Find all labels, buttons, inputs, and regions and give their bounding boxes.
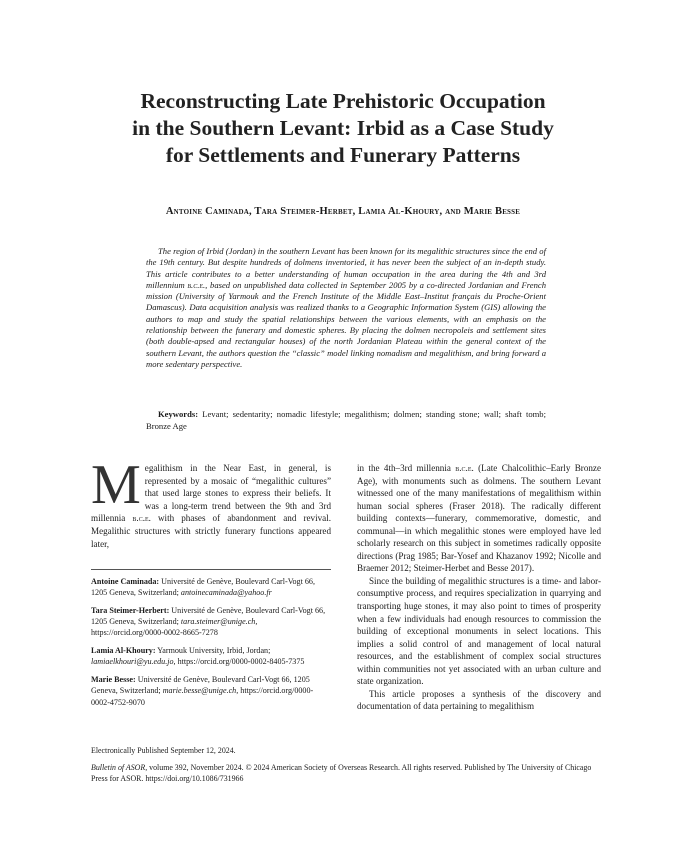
- abstract-paragraph: [146, 246, 546, 370]
- affiliation-address: Université de Genève, Boulevard Carl-Vogt 66, 1205 Geneva, Switzerland;: [91, 674, 310, 696]
- affiliation-item: [91, 605, 331, 639]
- abstract: [146, 246, 546, 370]
- keywords-text: Levant; sedentarity; nomadic lifestyle; megalithism; dolmen; standing stone; wall; shaft tomb; Bronze Age: [146, 409, 546, 432]
- affiliation-orcid[interactable]: , https://orcid.org/0000-0002-4752-9070: [91, 686, 314, 707]
- body-paragraph: [357, 462, 601, 575]
- affiliation-orcid[interactable]: , https://orcid.org/0000-0002-8405-7375: [173, 657, 305, 667]
- body-paragraph: Since the building of megalithic structures is a time- and labor-consumptive process, and requires specialization in quarrying and transporting huge stones, it may also point to times of prosperity when a few individuals had enough resources to commission the building of exceptional monuments in select locations. This implies a solid control of and management of local natural resources, and the establishment of complex social structures within communities not yet associated with an urban culture and state organization.: [357, 575, 601, 687]
- citation-line: [91, 762, 601, 784]
- author-affiliations: [91, 576, 331, 714]
- affiliation-name: Marie Besse:: [91, 674, 136, 684]
- keywords-paragraph: [146, 408, 546, 432]
- affiliation-email[interactable]: antoinecaminada@yahoo.fr: [180, 588, 272, 598]
- intro-text-2: with phases of abandonment and revival. Megalithic structures with strictly funerary functions appeared later,: [91, 513, 331, 549]
- affiliation-name: Tara Steimer-Herbert:: [91, 605, 170, 615]
- abstract-era: b.c.e.: [187, 279, 206, 290]
- article-title: [60, 88, 626, 169]
- body-paragraph: This article proposes a synthesis of the discovery and documentation of data pertaining to megalithism: [357, 688, 601, 712]
- abstract-text-1: The region of Irbid (Jordan) in the southern Levant has been known for its megalithic structures since the end of the 19th century. But despite hundreds of dolmens inventoried, it has never been the subject of an in-depth study. This article contributes to a better understanding of human occupation in the area during the 4th and 3rd millennium: [146, 246, 546, 290]
- affiliation-email[interactable]: tara.steimer@unige.ch: [180, 617, 256, 627]
- intro-text-1: egalithism in the Near East, in general, is represented by a mosaic of “megalithic cultures” that used large stones to express their beliefs. It was a long-term trend between the 9th and 3rd millennia: [91, 463, 331, 524]
- journal-name: Bulletin of ASOR: [91, 763, 146, 772]
- publication-date: Electronically Published September 12, 2024.: [91, 746, 236, 755]
- intro-paragraph: [91, 454, 331, 550]
- body-text: in the 4th–3rd millennia: [357, 463, 456, 473]
- affiliation-address: Université de Genève, Boulevard Carl-Vogt 66, 1205 Geneva, Switzerland;: [91, 605, 326, 627]
- title-line-3: for Settlements and Funerary Patterns: [165, 143, 521, 167]
- affiliation-orcid[interactable]: , https://orcid.org/0000-0002-8665-7278: [91, 617, 258, 638]
- drop-cap: M: [91, 454, 141, 516]
- abstract-text-2: , based on unpublished data collected in September 2005 by a co-directed Jordanian and French mission (University of Yarmouk and the French Institute of the Middle East–Institut français du Proche-Orient Damascus). Data acquisition analysis was realized thanks to a Geographic Information System (GIS) allowing the authors to map and study the spatial relationships between the various elements, with an emphasis on the relationship between the funerary and domestic spheres. By placing the dolmen necropoleis and settlement sites (both double-apsed and rectangular houses) of the north Jordanian Plateau within the general context of the southern Levant, the authors question the “classic” model linking nomadism and megalithism, and bring forward a more sedentary perspective.: [146, 279, 546, 369]
- keywords-label: Keywords:: [158, 409, 199, 419]
- body-column-right: [357, 462, 601, 713]
- body-column-left: [91, 454, 331, 550]
- affiliation-email[interactable]: lamiaelkhouri@yu.edu.jo: [91, 657, 174, 667]
- affiliation-name: Antoine Caminada:: [91, 577, 160, 586]
- affiliation-name: Lamia Al-Khoury:: [91, 646, 156, 656]
- body-era: b.c.e.: [455, 463, 474, 473]
- affiliation-address: Yarmouk University, Irbid, Jordan;: [155, 646, 271, 656]
- footnote-divider: [91, 569, 331, 570]
- intro-era: b.c.e.: [132, 513, 151, 524]
- title-line-1: Reconstructing Late Prehistoric Occupation: [140, 89, 546, 113]
- title-line-2: in the Southern Levant: Irbid as a Case Study: [132, 116, 554, 140]
- affiliation-address: Université de Genève, Boulevard Carl-Vogt 66, 1205 Geneva, Switzerland;: [91, 577, 315, 598]
- affiliation-email[interactable]: marie.besse@unige.ch: [162, 686, 237, 696]
- keywords: [146, 408, 546, 432]
- publication-footer: [91, 745, 601, 784]
- affiliation-item: [91, 674, 331, 708]
- affiliation-item: [91, 645, 331, 668]
- citation-text: , volume 392, November 2024. © 2024 American Society of Overseas Research. All rights reserved. Published by The University of Chicago Press for ASOR. https://doi.org/10.1086/731966: [91, 763, 592, 783]
- author-list: Antoine Caminada, Tara Steimer-Herbet, Lamia Al-Khoury, and Marie Besse: [165, 206, 521, 217]
- body-text: (Late Chalcolithic–Early Bronze Age), with monuments such as dolmens. The southern Levant witnessed one of the many manifestations of megalithism within human social spheres (Fraser 2018). The radically different building contexts—funerary, commemorative, domestic, and communal—in which megalithic stones were employed have led scholarly research on this subject in sometimes radically opposite directions (Prag 1985; Bar-Yosef and Khazanov 1992; Nicolle and Braemer 2012; Steimer-Herbet and Besse 2017).: [357, 463, 601, 574]
- affiliation-item: [91, 576, 331, 599]
